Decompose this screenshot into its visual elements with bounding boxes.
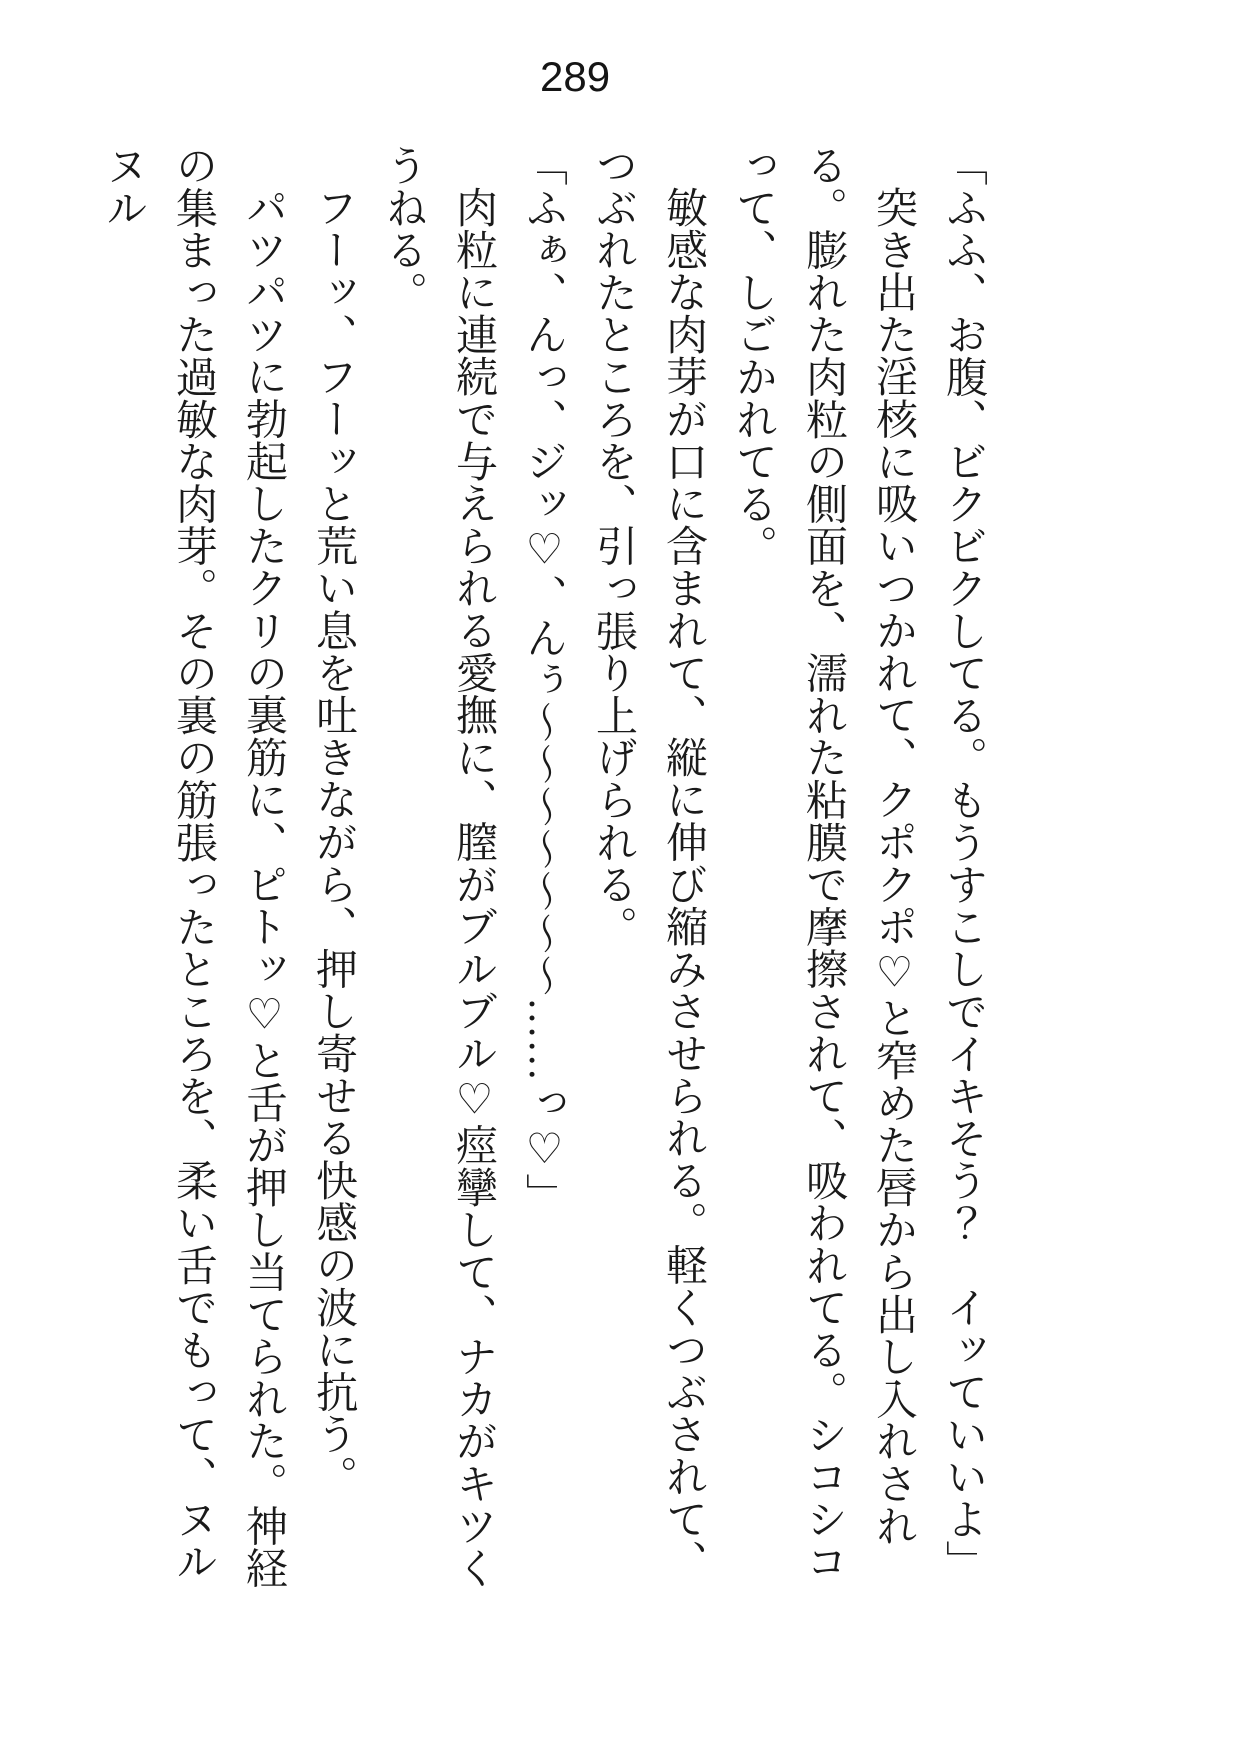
narration-paragraph: 肉粒に連続で与えられる愛撫に、膣がブルブル♡痙攣して、ナカがキツくうねる。 bbox=[380, 144, 496, 1589]
narration-paragraph: パツパツに勃起したクリの裏筋に、ピトッ♡と舌が押し当てられた。神経の集まった過敏な肉芽。その裏の筋張ったところを、柔い舌でもって、ヌルヌル bbox=[100, 144, 286, 1589]
narration-paragraph: 突き出た淫核に吸いつかれて、クポクポ♡と窄めた唇から出し入れされる。膨れた肉粒の側面を、濡れた粘膜で摩擦されて、吸われてる。シコシコって、しごかれてる。 bbox=[730, 144, 916, 1583]
page-number: 289 bbox=[540, 53, 611, 100]
dialogue-paragraph: 「ふぁ、んっ、ジッ♡、んぅ～～～～～～～……っ♡」 bbox=[520, 144, 566, 1216]
narration-paragraph: 敏感な肉芽が口に含まれて、縦に伸び縮みさせられる。軽くつぶされて、つぶれたところを、引っ張り上げられる。 bbox=[590, 144, 706, 1582]
dialogue-paragraph: 「ふふ、お腹、ビクビクしてる。もうすこしでイキそう？ イッていいよ」 bbox=[940, 144, 986, 1583]
narration-paragraph: フーッ、フーッと荒い息を吐きながら、押し寄せる快感の波に抗う。 bbox=[310, 186, 356, 1498]
vertical-text-block bbox=[88, 144, 998, 1614]
